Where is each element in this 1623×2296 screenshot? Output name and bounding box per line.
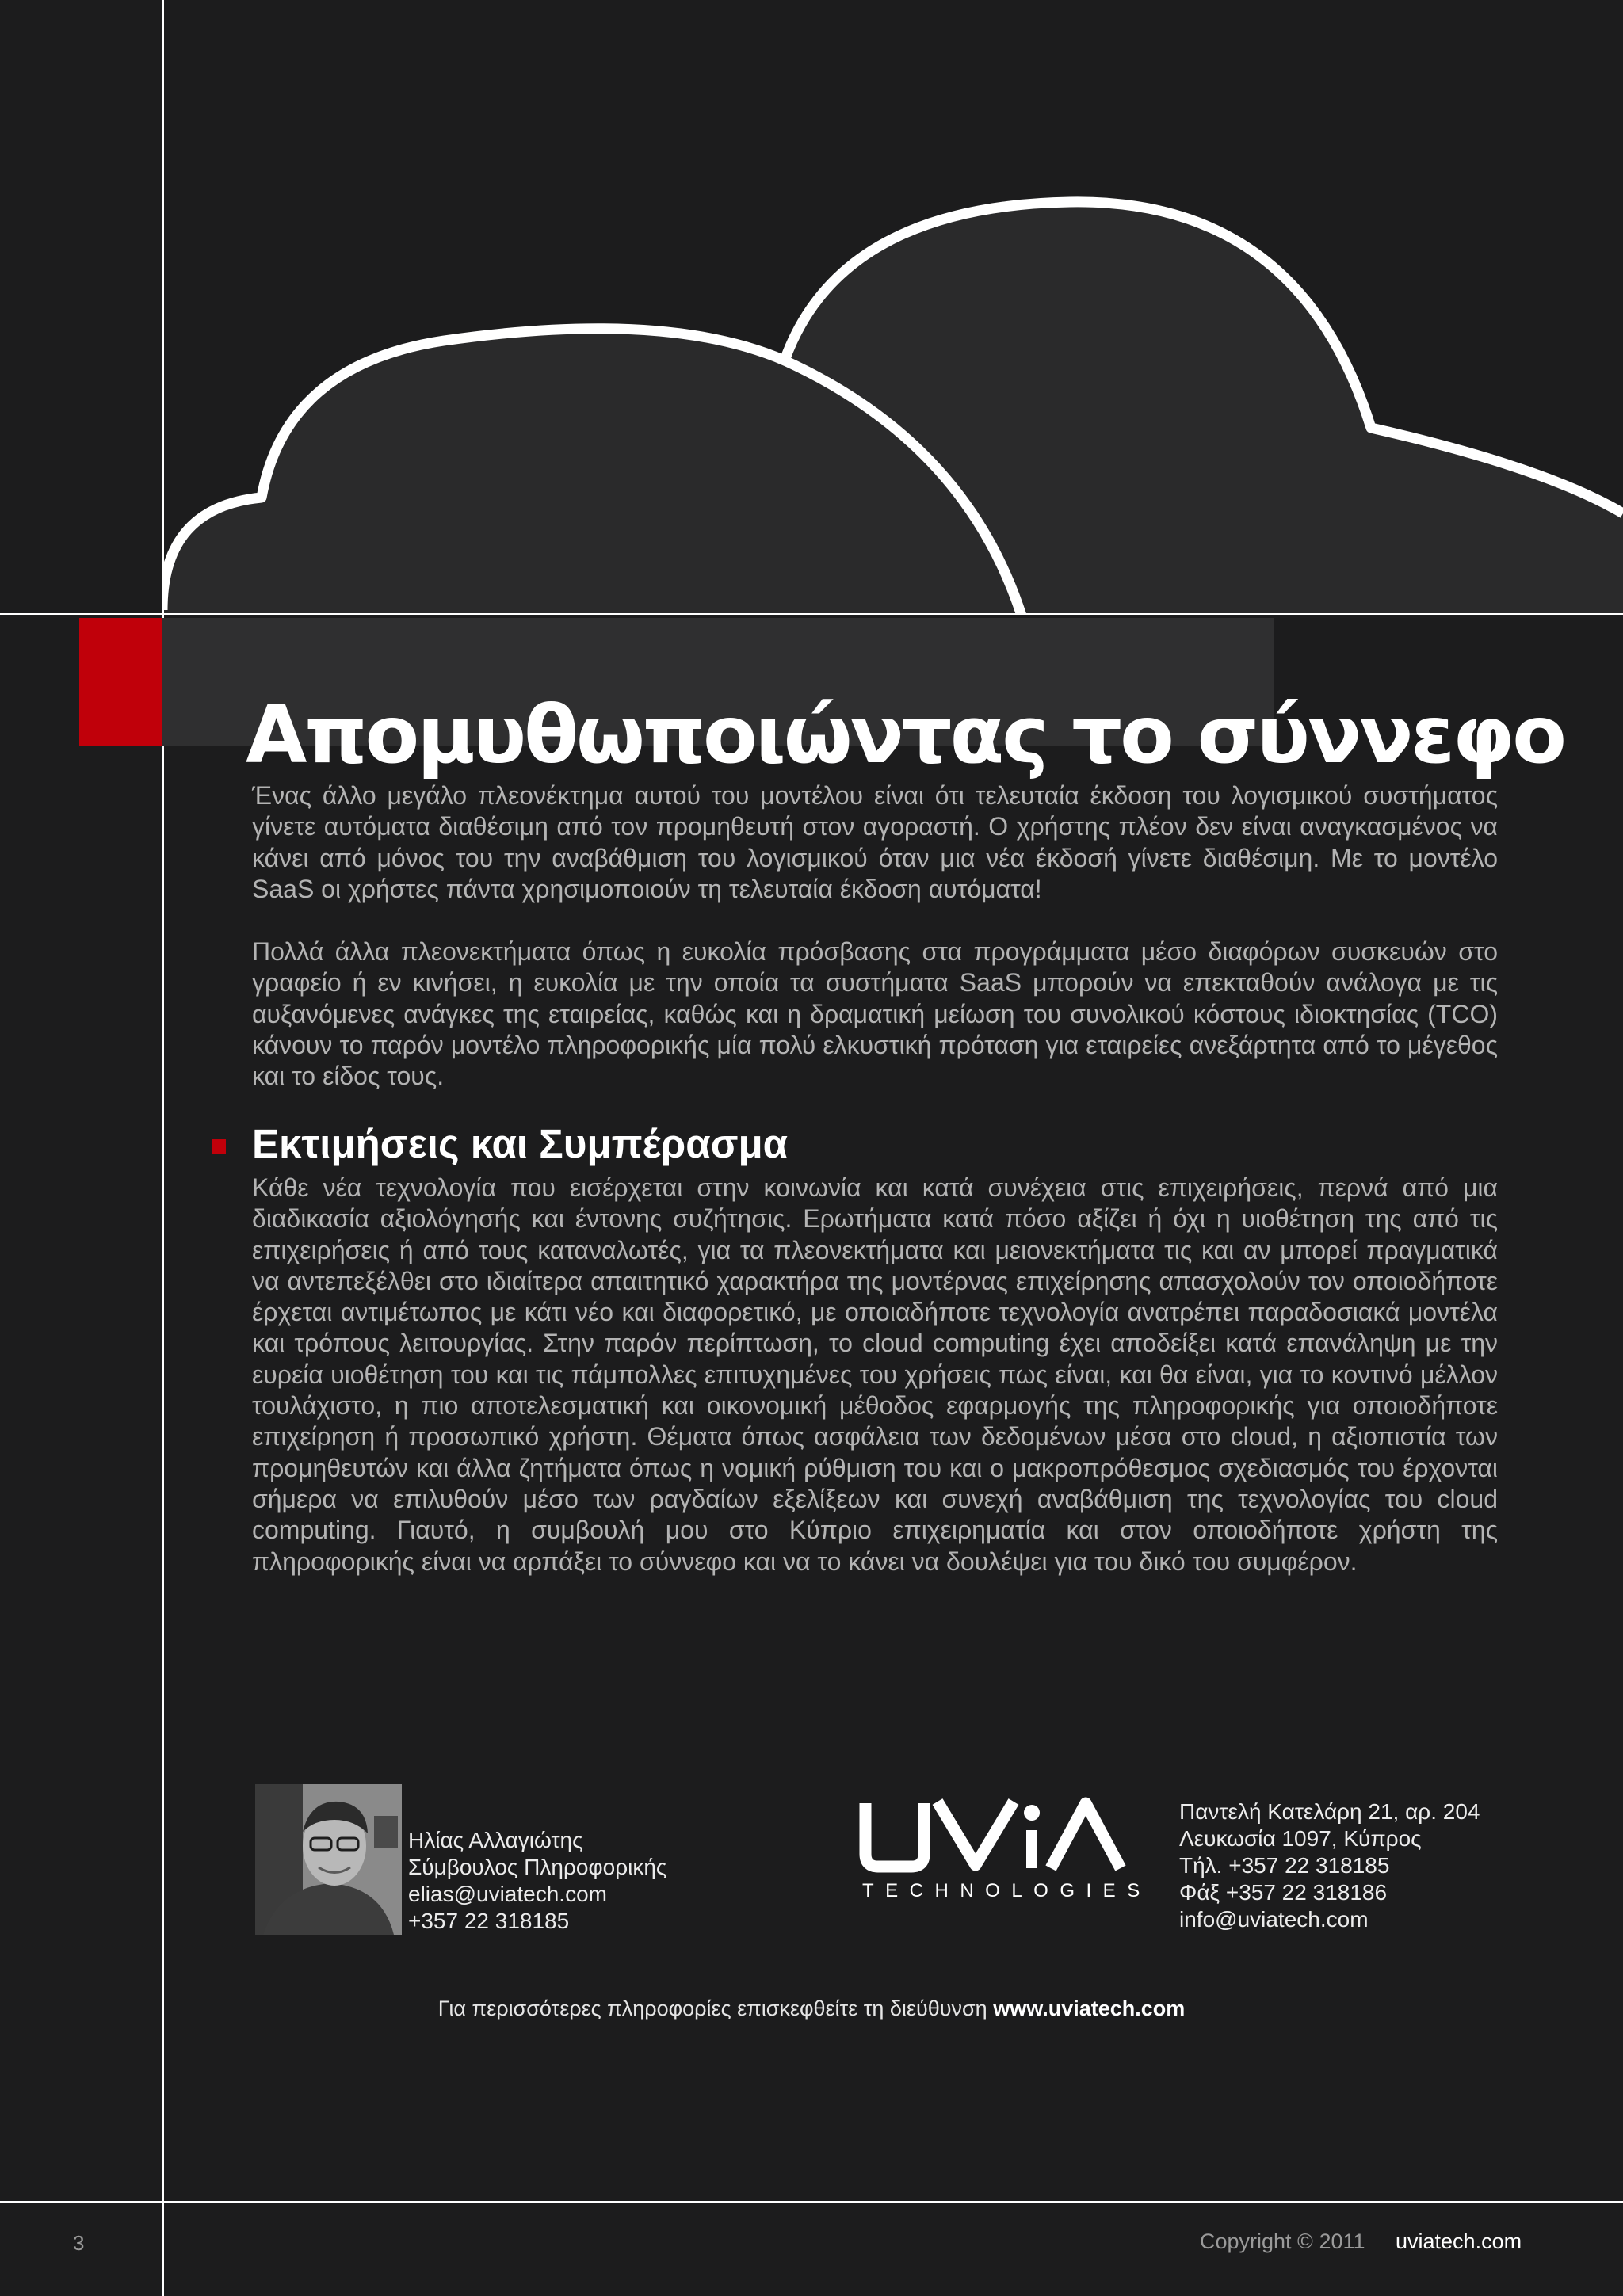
author-role: Σύμβουλος Πληροφορικής (408, 1855, 667, 1879)
author-email[interactable]: elias@uviatech.com (408, 1882, 607, 1906)
company-info (1179, 1798, 1480, 1933)
vertical-guide-line (162, 0, 164, 2296)
company-address-line-1: Παντελή Κατελάρη 21, αρ. 204 (1179, 1799, 1480, 1824)
company-address-line-2: Λευκωσία 1097, Κύπρος (1179, 1826, 1422, 1851)
page-number: 3 (73, 2231, 85, 2255)
footer-divider (0, 2201, 1623, 2203)
footer-website-link[interactable]: uviatech.com (1396, 2229, 1522, 2253)
author-info (408, 1827, 666, 1935)
company-telephone: Τήλ. +357 22 318185 (1179, 1853, 1390, 1878)
company-email[interactable]: info@uviatech.com (1179, 1907, 1369, 1932)
section-body: Κάθε νέα τεχνολογία που εισέρχεται στην κοινωνία και κατά συνέχεια στις επιχειρήσεις, περνά από μια διαδικασία αξιολόγησής και έντονης συζήτησις. Ερωτήματα κατά πόσο αξίζει ή όχι η υιοθέτηση της από τις επιχειρήσεις ή από τους καταναλωτές, για τα πλεονεκτήματα και μειονεκτήματα τις και αν μπορεί πραγματικά να αντεπεξέλθει στο ιδιαίτερα απαιτητικό χαρακτήρα της μοντέρνας επιχείρησης απασχολούν τον οποιοδήποτε έρχεται αντιμέτωπος με κάτι νέο και διαφορετικό, με οποιαδήποτε τεχνολογία ανατρέπει παραδοσιακά μοντέλα και τρόπους λειτουργίας. Στην παρόν περίπτωση, το cloud computing έχει αποδείξει κατά επανάληψη με την ευρεία υιοθέτηση του και τις πάμπολλες επιτυχημένες του χρήσεις πως είναι, και θα είναι, για το κοντινό μέλλον τουλάχιστο, η πιο αποτελεσματική και οικονομική μέθοδος εφαρμογής της πληροφορικής για οποιοδήποτε επιχείρηση ή προσωπικό χρήστη. Θέματα όπως ασφάλεια των δεδομένων μέσα στο cloud, η αξιοπιστία των προμηθευτών και άλλα ζητήματα όπως η νομική ρύθμιση του και ο μακροπρόθεσμος σχεδιασμός του έρχονται σήμερα να επιλυθούν μέσο των ραγδαίων εξελίξεων και συνεχή αναβάθμιση της τεχνολογίας του cloud computing. Γιαυτό, η συμβουλή μου στο Κύπριο επιχειρηματία και στον οποιοδήποτε χρήστη της πληροφορικής είναι να αρπάξει το σύννεφο και να το κάνει να δουλέψει για του δικό του συμφέρον. (252, 1173, 1498, 1576)
more-info-text: Για περισσότερες πληροφορίες επισκεφθείτε τη διεύθυνση (437, 1997, 994, 2020)
uvia-logo-subtitle: TECHNOLOGIES (862, 1880, 1151, 1901)
header-divider (0, 613, 1623, 615)
body-paragraph: Πολλά άλλα πλεονεκτήματα όπως η ευκολία πρόσβασης στα προγράμματα μέσο διαφόρων συσκευών στο γραφείο ή εν κινήσει, η ευκολία με την οποία τα συστήματα SaaS μπορούν να επεκταθούν ανάλογα με τις αυξανόμενες ανάγκες της εταιρείας, καθώς και η δραματική μείωση του συνολικού κόστους ιδιοκτησίας (TCO) κάνουν το παρόν μοντέλο πληροφορικής μία πολύ ελκυστική πρόταση για εταιρείες ανεξάρτητα από το μέγεθος και το είδος τους. (252, 937, 1498, 1091)
company-fax: Φάξ +357 22 318186 (1179, 1880, 1388, 1905)
title-accent-block (79, 618, 162, 746)
website-link[interactable]: www.uviatech.com (993, 1997, 1186, 2020)
cloud-illustration (0, 0, 1623, 618)
section-bullet-icon (212, 1139, 226, 1154)
body-paragraph: Ένας άλλο μεγάλο πλεονέκτημα αυτού του μοντέλου είναι ότι τελευταία έκδοση του λογισμικού συστήματος γίνετε αυτόματα διαθέσιμη από τον προμηθευτή στον αγοραστή. Ο χρήστης πλέον δεν είναι αναγκασμένος να κάνει από μόνος του την αναβάθμιση του λογισμικού όταν μια νέα έκδοσή γίνετε διαθέσιμη. Με το μοντέλο SaaS οι χρήστες πάντα χρησιμοποιούν τη τελευταία έκδοση αυτόματα! (252, 781, 1498, 903)
copyright-text: Copyright © 2011 (1200, 2229, 1365, 2253)
author-photo (255, 1784, 402, 1935)
more-info-line (0, 1997, 1623, 2021)
section-heading: Εκτιμήσεις και Συμπέρασμα (252, 1121, 789, 1166)
author-name: Ηλίας Αλλαγιώτης (408, 1828, 583, 1852)
author-phone: +357 22 318185 (408, 1909, 570, 1933)
page-title: Απομυθωποιώντας το σύννεφο (246, 688, 1564, 781)
